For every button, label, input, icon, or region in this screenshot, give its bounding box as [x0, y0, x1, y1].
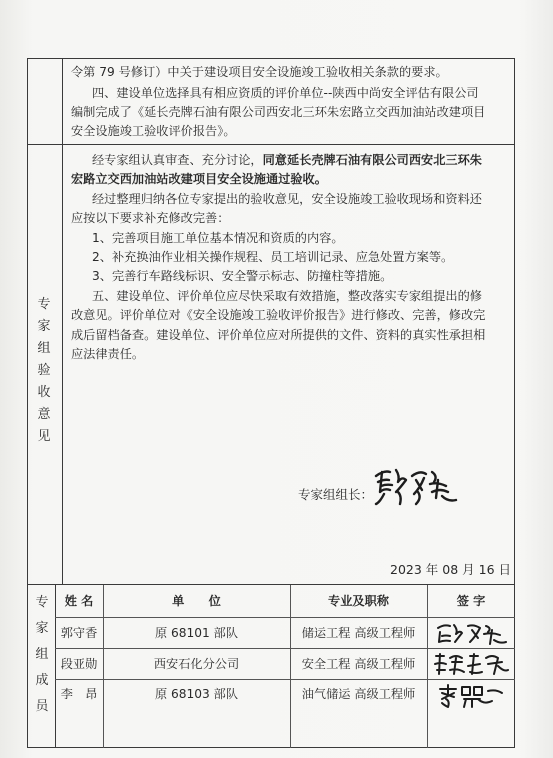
header-unit: 单 位	[172, 594, 221, 608]
date: 2023 年 08 月 16 日	[390, 562, 511, 577]
opinion-paragraph-1-line-2: 宏路立交西加油站改建项目安全设施通过验收。	[71, 172, 327, 186]
leader-label: 专家组组长：	[298, 487, 374, 502]
opinion-item-2: 2、补充换油作业相关操作规程、员工培训记录、应急处置方案等。	[92, 250, 454, 264]
members-row2-bottom-line	[55, 679, 515, 680]
member-title	[290, 656, 427, 672]
leader-signature	[372, 462, 462, 508]
side-char: 验	[37, 363, 51, 378]
top-section-bottom-line	[27, 144, 515, 145]
member-rank: 高级工程师	[354, 626, 416, 640]
member-title	[290, 625, 427, 641]
members-row1-bottom-line	[55, 648, 515, 649]
opinion-item-1: 1、完善项目施工单位基本情况和资质的内容。	[92, 231, 344, 245]
opinion-paragraph-3-line-3: 成后留档备查。建设单位、评价单位应对所提供的文件、资料的真实性承担相	[71, 328, 486, 342]
opinion-item-3: 3、完善行车路线标识、安全警示标志、防撞柱等措施。	[92, 269, 393, 283]
header-title: 专业及职称	[328, 594, 389, 608]
top-line-4: 安全设施竣工验收评价报告》。	[71, 124, 236, 138]
members-side-label	[32, 590, 52, 720]
opinion-p1-bold: 同意延长壳牌石油有限公司西安北三环朱	[262, 153, 482, 167]
members-header-bottom-line	[55, 617, 515, 618]
side-char: 组	[37, 341, 51, 356]
top-line-1: 令第 79 号修订）中关于建设项目安全设施竣工验收相关条款的要求。	[71, 65, 448, 79]
opinion-side-label	[34, 294, 54, 448]
member-unit: 原 68103 部队	[154, 687, 239, 701]
opinion-left-column-line	[62, 144, 63, 584]
member-unit: 西安石化分公司	[153, 657, 240, 671]
member-name: 段亚勋	[60, 657, 98, 671]
opinion-paragraph-3-line-4: 应法律责任。	[71, 347, 145, 361]
side-char: 见	[37, 429, 51, 444]
side-char: 家	[37, 319, 51, 334]
top-line-2: 四、建设单位选择具有相应资质的评价单位--陕西中尚安全评估有限公司	[92, 86, 479, 100]
member-specialty: 储运工程	[301, 626, 351, 640]
member-specialty: 油气储运	[301, 687, 351, 701]
side-char: 成	[35, 673, 49, 688]
member-specialty: 安全工程	[301, 657, 351, 671]
member-signature-3	[436, 681, 508, 709]
opinion-paragraph-3-line-1: 五、建设单位、评价单位应尽快采取有效措施，整改落实专家组提出的修	[92, 289, 482, 303]
side-char: 意	[37, 407, 51, 422]
side-char: 收	[37, 385, 51, 400]
member-name: 李 昂	[60, 687, 98, 701]
opinion-paragraph-2-line-2: 应按以下要求补充修改完善：	[71, 211, 230, 225]
opinion-paragraph-2-line-1: 经过整理归纳各位专家提出的验收意见，安全设施竣工验收现场和资料还	[92, 192, 482, 206]
top-line-3: 编制完成了《延长壳牌石油有限公司西安北三环朱宏路立交西加油站改建项目	[71, 105, 486, 119]
side-char: 专	[37, 297, 51, 312]
member-name: 郭守香	[60, 626, 98, 640]
header-name: 姓 名	[64, 594, 94, 608]
member-signature-1	[434, 620, 510, 648]
member-title	[290, 686, 427, 702]
member-rank: 高级工程师	[354, 657, 416, 671]
side-char: 组	[35, 647, 49, 662]
member-unit: 原 68101 部队	[154, 626, 239, 640]
side-char: 专	[35, 595, 49, 610]
member-rank: 高级工程师	[354, 687, 416, 701]
header-signature: 签 字	[456, 594, 486, 608]
side-char: 员	[35, 699, 49, 714]
opinion-p1-plain: 经专家组认真审查、充分讨论，	[92, 153, 263, 167]
member-signature-2	[432, 650, 512, 678]
opinion-paragraph-3-line-2: 改意见。评价单位对《安全设施竣工验收评价报告》进行修改、完善，修改完	[71, 308, 486, 322]
side-char: 家	[35, 621, 49, 636]
opinion-section-bottom-line	[27, 584, 515, 585]
top-left-column-line	[62, 58, 63, 144]
opinion-paragraph-1-line-1	[92, 152, 482, 168]
